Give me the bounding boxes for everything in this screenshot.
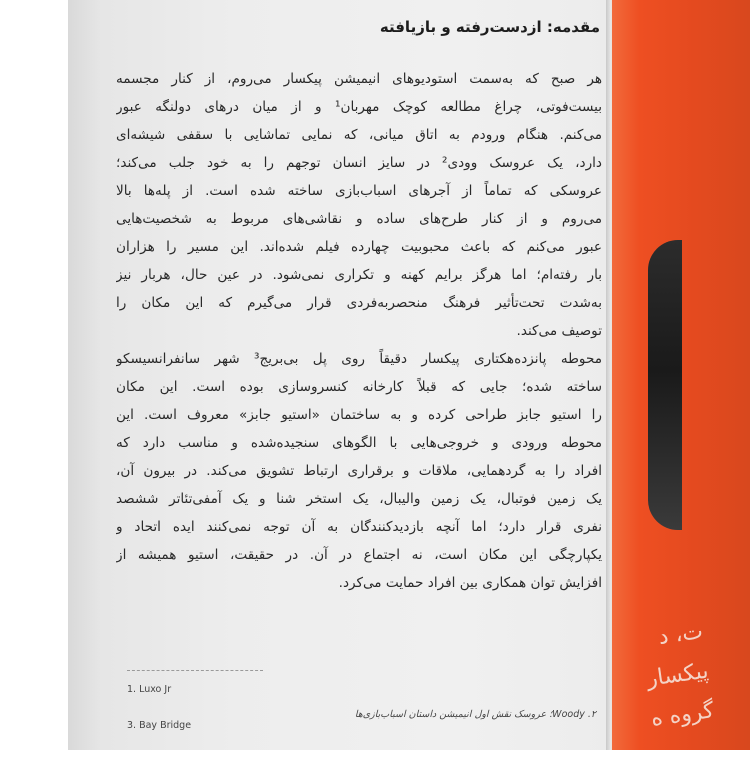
text-line: عبور می‌کنم که باعث محبوبیت چهارده فیلم شده‌اند. این مسیر را هزاران [116,239,602,255]
text-line: محوطه پانزده‌هکتاری پیکسار دقیقاً روی پل بی‌بریج³ شهر سانفرانسیسکو [116,351,602,367]
text-line: نفری قرار دارد؛ اما آنچه بازدیدکنندگان به آن توجه نمی‌کنند ایده اتحاد و [116,519,602,535]
text-line: ساخته شده؛ جایی که قبلاً کارخانه کنسروسازی بوده است. این مکان [116,379,602,395]
text-line: توصیف می‌کند. [516,323,602,339]
cover-text-line: پیکسار [645,658,711,692]
footnote-divider [127,670,263,671]
cover-text-line: ت، د [656,618,705,650]
text-line: به‌شدت تحت‌تأثیر فرهنگ منحصربه‌فردی قرار می‌گیرم که این مکان را [116,295,602,311]
text-line: افزایش توان همکاری بین افراد حمایت می‌کرد. [338,575,602,591]
cover-illustration [648,240,682,530]
text-line: را استیو جابز طراحی کرده و به ساختمان «استیو جابز» معروف است. این [116,407,602,423]
text-line: یکپارچگی این مکان است، نه اجتماع در آن. در حقیقت، استیو همیشه از [116,547,602,563]
text-line: بیست‌فوتی، چراغ مطالعه کوچک مهربان¹ و از میان درهای دولنگه عبور [116,99,602,115]
text-line: هر صبح که به‌سمت استودیوهای انیمیشن پیکسار می‌روم، از کنار مجسمه [116,71,602,87]
footnote-2: ۲. Woody؛ عروسک نقش اول انیمیشن داستان اسباب‌بازی‌ها [354,709,596,720]
footnote-3: 3. Bay Bridge [127,720,192,731]
text-line: افراد را به گردهمایی، ملاقات و برقراری ارتباط تشویق می‌کند. در بیرون آن، [116,463,602,479]
text-line: عروسکی که تماماً از آجرهای اسباب‌بازی ساخته شده است. از پله‌ها بالا [116,183,602,199]
text-line: یک زمین فوتبال، یک زمین والیبال، یک استخر شنا و یک آمفی‌تئاتر ششصد [116,491,602,507]
text-line: می‌کنم. هنگام ورودم به اتاق میانی، که نمایی تماشایی با سقفی شیشه‌ای [116,127,602,143]
cover-text-line: گروه ه [649,698,716,732]
text-line: می‌روم و از کنار طرح‌های ساده و نقاشی‌های مربوط به شخصیت‌هایی [116,211,602,227]
footnote-1: 1. Luxo Jr [127,684,172,695]
text-line: بار رفته‌ام؛ اما هرگز برایم کهنه و تکراری نمی‌شود. در عین حال، هربار نیز [116,267,602,283]
text-line: دارد، یک عروسک وودی² در سایز انسان توجهم را به خود جلب می‌کند؛ [116,155,602,171]
text-line: محوطه ورودی و خروجی‌هایی با الگوهای سنجیده‌شده و مناسب دارد که [116,435,602,451]
chapter-heading: مقدمه: ازدست‌رفته و بازیافته [379,18,600,36]
